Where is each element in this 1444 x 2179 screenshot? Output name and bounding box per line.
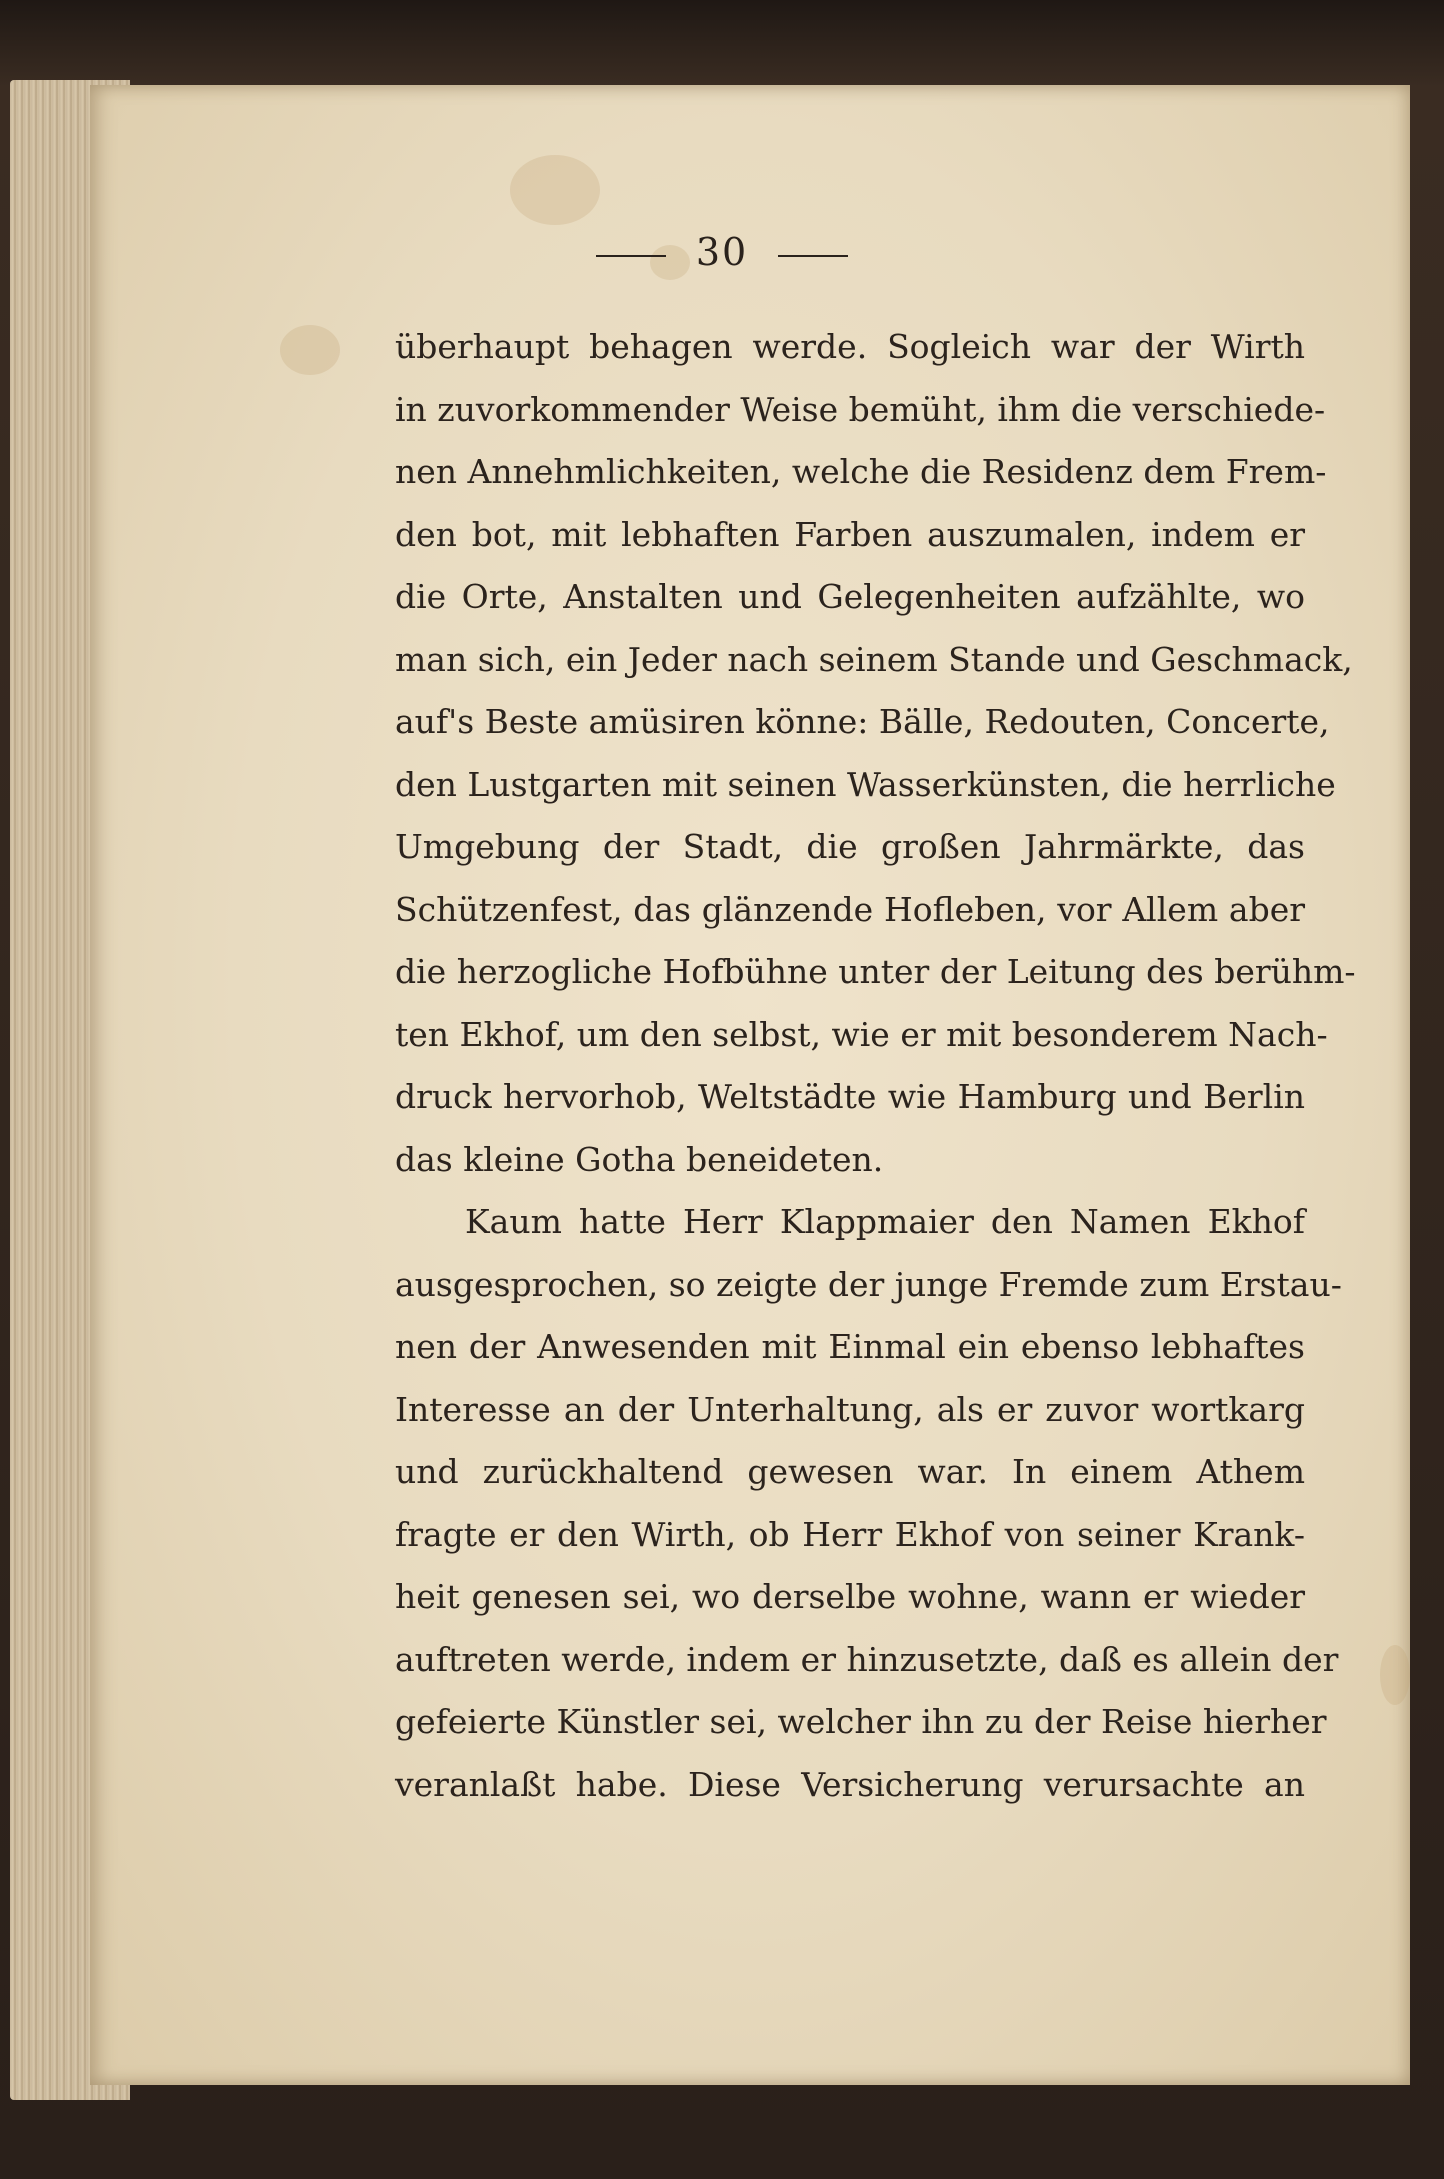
text-line: die herzogliche Hofbühne unter der Leitung des berühm- [395, 952, 1356, 991]
text-line: und zurückhaltend gewesen war. In einem Athem [395, 1452, 1305, 1491]
foxing-stain [280, 325, 340, 375]
text-line: fragte er den Wirth, ob Herr Ekhof von seiner Krank- [395, 1514, 1305, 1554]
text-line: das kleine Gotha beneideten. [395, 1139, 884, 1179]
text-line: gefeierte Künstler sei, welcher ihn zu der Reise hierher [395, 1702, 1327, 1741]
text-line: Schützenfest, das glänzende Hofleben, vor Allem aber [395, 889, 1305, 929]
foxing-stain [510, 155, 600, 225]
foxing-stain [1380, 1645, 1410, 1705]
header-dash-left [596, 255, 666, 257]
text-line: auftreten werde, indem er hinzusetzte, daß es allein der [395, 1639, 1339, 1679]
text-line: Interesse an der Unterhaltung, als er zuvor wortkarg [395, 1389, 1305, 1429]
text-line: man sich, ein Jeder nach seinem Stande und Geschmack, [395, 639, 1353, 679]
text-line: ausgesprochen, so zeigte der junge Fremde zum Erstau- [395, 1264, 1342, 1304]
text-line: in zuvorkommender Weise bemüht, ihm die verschiede- [395, 389, 1326, 429]
text-line: überhaupt behagen werde. Sogleich war der Wirth [395, 327, 1305, 366]
text-line: veranlaßt habe. Diese Versicherung verursachte an [395, 1764, 1305, 1804]
paragraph-2 [395, 1191, 1342, 1816]
text-line: auf's Beste amüsiren könne: Bälle, Redouten, Concerte, [395, 702, 1330, 741]
text-line: Umgebung der Stadt, die großen Jahrmärkte, das [395, 827, 1305, 866]
paragraph-1 [395, 316, 1356, 1191]
text-line: nen Annehmlichkeiten, welche die Residenz dem Frem- [395, 452, 1327, 491]
page-header [0, 230, 1444, 274]
text-line: nen der Anwesenden mit Einmal ein ebenso lebhaftes [395, 1327, 1305, 1366]
text-line: heit genesen sei, wo derselbe wohne, wann er wieder [395, 1577, 1305, 1616]
body-text [395, 316, 1356, 1816]
text-line: den Lustgarten mit seinen Wasserkünsten, die herrliche [395, 764, 1336, 804]
header-dash-right [778, 255, 848, 257]
text-line: die Orte, Anstalten und Gelegenheiten aufzählte, wo [395, 577, 1305, 616]
text-line: ten Ekhof, um den selbst, wie er mit besonderem Nach- [395, 1014, 1328, 1054]
text-line: Kaum hatte Herr Klappmaier den Namen Ekhof [465, 1202, 1305, 1241]
page-number: 30 [695, 230, 749, 274]
text-line: druck hervorhob, Weltstädte wie Hamburg und Berlin [395, 1077, 1305, 1116]
text-line: den bot, mit lebhaften Farben auszumalen, indem er [395, 514, 1305, 554]
